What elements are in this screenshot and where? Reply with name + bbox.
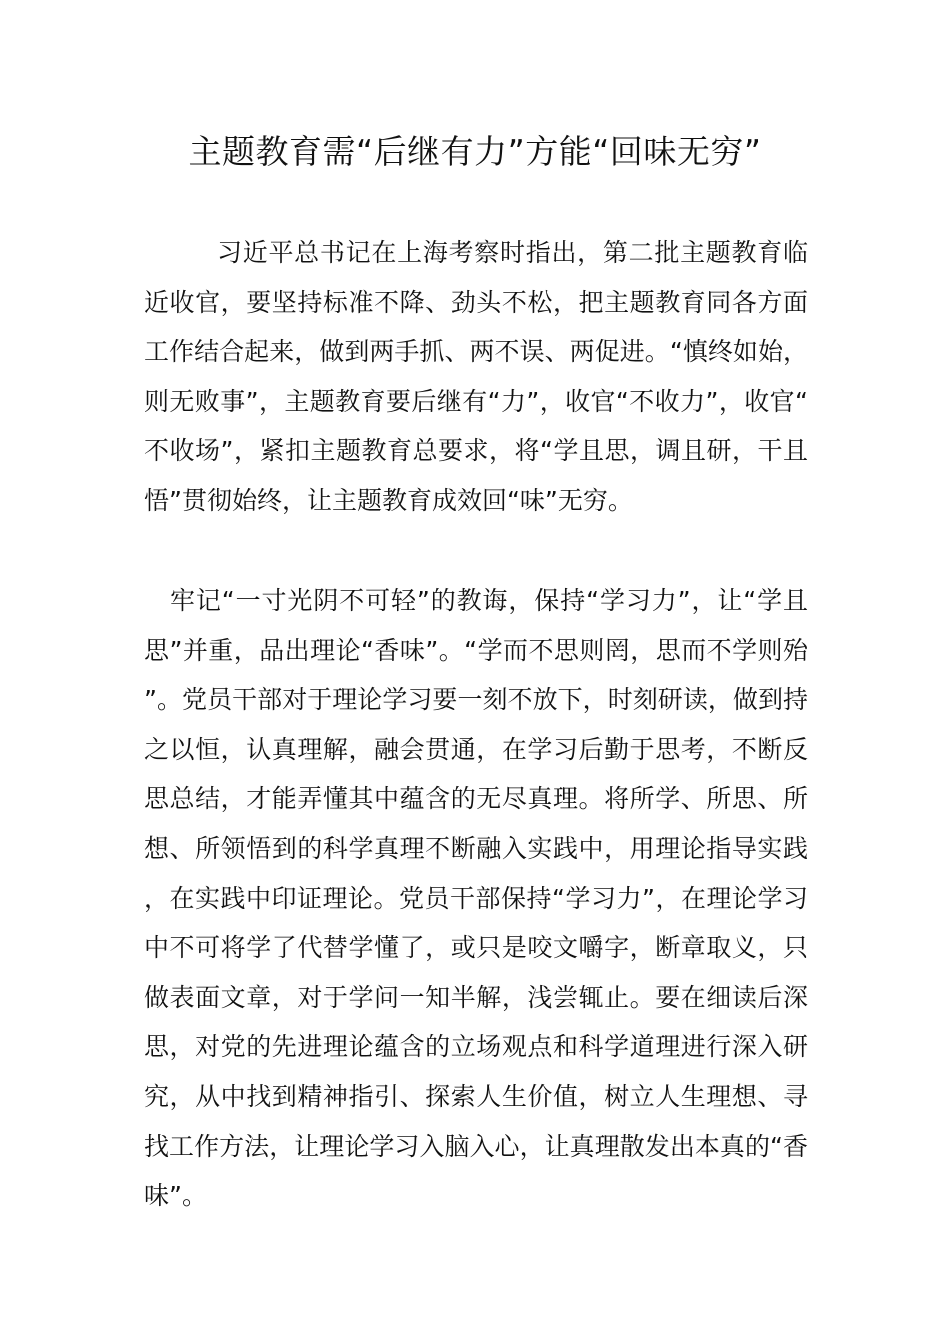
document-title: 主题教育需“后继有力”方能“回味无穷” [188, 132, 762, 171]
paragraph-1: 习近平总书记在上海考察时指出，第二批主题教育临近收官，要坚持标准不降、劲头不松，把主题教育同各方面工作结合起来，做到两手抓、两不误、两促进。“慎终如始，则无败事”，主题教育要后继有“力”，收官“不收力”，收官“不收场”，紧扣主题教育总要求，将“学且思，调且研，干且悟”贯彻始终，让主题教育成效回“味”无穷。 [144, 238, 808, 515]
paragraph-2: 牢记“一寸光阴不可轻”的教诲，保持“学习力”，让“学且思”并重，品出理论“香味”。“学而不思则罔，思而不学则殆”。党员干部对于理论学习要一刻不放下，时刻研读，做到持之以恒，认真理解，融会贯通，在学习后勤于思考，不断反思总结，才能弄懂其中蕴含的无尽真理。将所学、所思、所想、所领悟到的科学真理不断融入实践中，用理论指导实践，在实践中印证理论。党员干部保持“学习力”，在理论学习中不可将学了代替学懂了，或只是咬文嚼字，断章取义，只做表面文章，对于学问一知半解，浅尝辄止。要在细读后深思，对党的先进理论蕴含的立场观点和科学道理进行深入研究，从中找到精神指引、探索人生价值，树立人生理想、寻找工作方法，让理论学习入脑入心，让真理散发出本真的“香味”。 [144, 586, 808, 1211]
